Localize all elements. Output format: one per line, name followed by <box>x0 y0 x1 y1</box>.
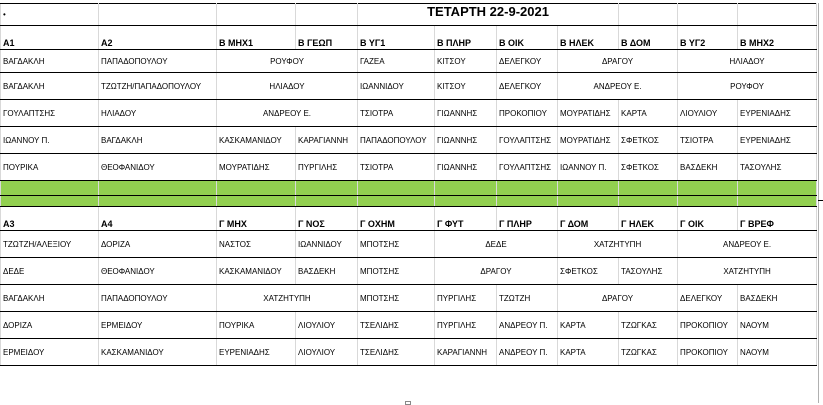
header-cell[interactable]: Β ΗΛΕΚ <box>558 26 619 50</box>
table-cell[interactable]: ΜΠΟΤΣΗΣ <box>358 258 435 285</box>
green-cell[interactable] <box>296 181 358 196</box>
table-cell[interactable]: ΚΙΤΣΟΥ <box>435 73 497 100</box>
table-cell[interactable]: ΒΑΓΔΑΚΛΗ <box>99 127 217 154</box>
table-cell[interactable]: ΙΩΑΝΝΙΔΟΥ <box>296 231 358 258</box>
table-row <box>1 285 817 312</box>
table-row <box>1 312 817 339</box>
header-cell[interactable]: Β ΠΛΗΡ <box>435 26 497 50</box>
header-cell[interactable]: Α3 <box>1 207 99 231</box>
table-cell[interactable]: ΑΝΔΡΕΟΥ Ε. <box>217 100 358 127</box>
green-cell[interactable] <box>358 196 435 207</box>
table-cell[interactable]: ΓΙΩΑΝΝΗΣ <box>435 127 497 154</box>
table-cell[interactable]: ΛΙΟΥΛΙΟΥ <box>296 312 358 339</box>
table-cell[interactable]: ΕΥΡΕΝΙΑΔΗΣ <box>738 100 817 127</box>
table-cell[interactable]: ΔΟΡΙΖΑ <box>1 312 99 339</box>
header-cell[interactable]: Α4 <box>99 207 217 231</box>
table-cell[interactable]: ΓΟΥΛΑΠΤΣΗΣ <box>497 154 558 181</box>
table-cell[interactable]: ΚΑΡΤΑ <box>619 100 678 127</box>
table-cell[interactable]: ΔΕΛΕΓΚΟΥ <box>497 73 558 100</box>
table-cell[interactable]: ΑΝΔΡΕΟΥ Ε. <box>678 231 817 258</box>
header-cell[interactable]: Γ ΟΧΗΜ <box>358 207 435 231</box>
table-cell[interactable]: ΡΟΥΦΟΥ <box>217 50 358 73</box>
green-cell[interactable] <box>738 181 817 196</box>
table-row <box>1 258 817 285</box>
table-cell[interactable]: ΣΦΕΤΚΟΣ <box>619 154 678 181</box>
empty-cell[interactable] <box>217 4 296 26</box>
green-cell[interactable] <box>678 196 738 207</box>
header-cell[interactable]: Γ ΟΙΚ <box>678 207 738 231</box>
green-cell[interactable] <box>435 196 497 207</box>
green-cell[interactable] <box>678 181 738 196</box>
table-cell[interactable]: ΤΑΣΟΥΛΗΣ <box>619 258 678 285</box>
table-cell[interactable]: ΘΕΟΦΑΝΙΔΟΥ <box>99 258 217 285</box>
table-cell[interactable]: ΔΡΑΓΟΥ <box>558 50 678 73</box>
green-cell[interactable] <box>558 196 619 207</box>
table-cell[interactable]: ΡΟΥΦΟΥ <box>678 73 817 100</box>
table-cell[interactable]: ΓΙΩΑΝΝΗΣ <box>435 154 497 181</box>
green-cell[interactable] <box>99 196 217 207</box>
table-cell[interactable]: ΠΡΟΚΟΠΙΟΥ <box>678 312 738 339</box>
header-cell[interactable]: Β ΓΕΩΠ <box>296 26 358 50</box>
table-cell[interactable]: ΠΟΥΡΙΚΑ <box>1 154 99 181</box>
header-cell[interactable]: Β ΥΓ1 <box>358 26 435 50</box>
table-cell[interactable]: ΗΛΙΑΔΟΥ <box>217 73 358 100</box>
table-cell[interactable]: ΒΑΓΔΑΚΛΗ <box>1 285 99 312</box>
green-cell[interactable] <box>99 181 217 196</box>
table-cell[interactable]: ΑΝΔΡΕΟΥ Π. <box>497 312 558 339</box>
header-cell[interactable]: Β ΥΓ2 <box>678 26 738 50</box>
table-cell[interactable]: ΕΡΜΕΙΔΟΥ <box>1 339 99 366</box>
table-cell[interactable]: ΠΥΡΓΙΛΗΣ <box>435 285 497 312</box>
table-cell[interactable]: ΤΣΙΟΤΡΑ <box>358 154 435 181</box>
table-cell[interactable]: ΠΑΠΑΔΟΠΟΥΛΟΥ <box>99 285 217 312</box>
table-cell[interactable]: ΤΖΩΤΖΗ/ΠΑΠΑΔΟΠΟΥΛΟΥ <box>99 73 217 100</box>
table-cell[interactable]: ΝΑΟΥΜ <box>738 339 817 366</box>
table-cell[interactable]: ΧΑΤΖΗΤΥΠΗ <box>558 231 678 258</box>
header-cell[interactable]: Β ΟΙΚ <box>497 26 558 50</box>
table-cell[interactable]: ΛΙΟΥΛΙΟΥ <box>678 100 738 127</box>
table-cell[interactable]: ΚΑΡΑΓΙΑΝΝΗ <box>435 339 497 366</box>
table-cell[interactable]: ΠΥΡΓΙΛΗΣ <box>435 312 497 339</box>
table-cell[interactable]: ΔΕΛΕΓΚΟΥ <box>497 50 558 73</box>
table-cell[interactable]: ΕΥΡΕΝΙΑΔΗΣ <box>217 339 296 366</box>
timetable-sheet <box>0 3 818 366</box>
empty-cell[interactable] <box>619 4 678 26</box>
green-cell[interactable] <box>738 196 817 207</box>
table-cell[interactable]: ΝΑΟΥΜ <box>738 312 817 339</box>
table-cell[interactable]: ΚΑΡΑΓΙΑΝΝΗ <box>296 127 358 154</box>
green-cell[interactable] <box>1 196 99 207</box>
table-row <box>1 73 817 100</box>
table-cell[interactable]: ΓΟΥΛΑΠΤΣΗΣ <box>1 100 99 127</box>
header-cell[interactable]: Γ ΝΟΣ <box>296 207 358 231</box>
table-cell[interactable]: ΧΑΤΖΗΤΥΠΗ <box>678 258 817 285</box>
header-row-bottom <box>1 207 817 231</box>
table-cell[interactable]: ΣΦΕΤΚΟΣ <box>558 258 619 285</box>
header-cell[interactable]: Γ ΔΟΜ <box>558 207 619 231</box>
table-cell[interactable]: ΒΑΣΔΕΚΗ <box>738 285 817 312</box>
header-cell[interactable]: Γ ΗΛΕΚ <box>619 207 678 231</box>
separator-row <box>1 196 817 207</box>
table-cell[interactable]: ΒΑΓΔΑΚΛΗ <box>1 50 99 73</box>
table-cell[interactable]: ΤΖΩΓΚΑΣ <box>619 312 678 339</box>
title-row <box>1 4 817 26</box>
table-cell[interactable]: ΓΙΩΑΝΝΗΣ <box>435 100 497 127</box>
table-cell[interactable]: ΤΖΩΤΖΗ <box>497 285 558 312</box>
table-cell[interactable]: ΠΡΟΚΟΠΙΟΥ <box>678 339 738 366</box>
table-cell[interactable]: ΗΛΙΑΔΟΥ <box>99 100 217 127</box>
table-cell[interactable]: ΠΑΠΑΔΟΠΟΥΛΟΥ <box>358 127 435 154</box>
sheet-title[interactable]: ΤΕΤΑΡΤΗ 22-9-2021 <box>358 4 619 26</box>
green-cell[interactable] <box>558 181 619 196</box>
table-cell[interactable]: ΜΟΥΡΑΤΙΔΗΣ <box>558 127 619 154</box>
table-cell[interactable]: ΕΡΜΕΙΔΟΥ <box>99 312 217 339</box>
table-cell[interactable]: ΚΙΤΣΟΥ <box>435 50 497 73</box>
table-row <box>1 50 817 73</box>
table-cell[interactable]: ΓΟΥΛΑΠΤΣΗΣ <box>497 127 558 154</box>
green-cell[interactable] <box>619 181 678 196</box>
table-cell[interactable]: ΔΕΔΕ <box>1 258 99 285</box>
green-cell[interactable] <box>497 181 558 196</box>
table-cell[interactable]: ΑΝΔΡΕΟΥ Π. <box>497 339 558 366</box>
table-cell[interactable]: ΜΟΥΡΑΤΙΔΗΣ <box>558 100 619 127</box>
header-cell[interactable]: Β ΜΗΧ2 <box>738 26 817 50</box>
table-cell[interactable]: ΔΕΛΕΓΚΟΥ <box>678 285 738 312</box>
table-row <box>1 154 817 181</box>
table-cell[interactable]: ΝΑΣΤΟΣ <box>217 231 296 258</box>
table-cell[interactable]: ΗΛΙΑΔΟΥ <box>678 50 817 73</box>
header-row-top <box>1 26 817 50</box>
header-cell[interactable]: Γ ΒΡΕΦ <box>738 207 817 231</box>
table-cell[interactable]: ΜΟΥΡΑΤΙΔΗΣ <box>217 154 296 181</box>
table-cell[interactable]: ΣΦΕΤΚΟΣ <box>619 127 678 154</box>
table-cell[interactable]: ΛΙΟΥΛΙΟΥ <box>296 339 358 366</box>
table-cell[interactable]: ΔΟΡΙΖΑ <box>99 231 217 258</box>
green-cell[interactable] <box>1 181 99 196</box>
table-cell[interactable]: ΔΕΔΕ <box>435 231 558 258</box>
table-cell[interactable]: ΑΝΔΡΕΟΥ Ε. <box>558 73 678 100</box>
table-cell[interactable]: ΚΑΡΤΑ <box>558 312 619 339</box>
table-cell[interactable]: ΓΑΖΕΑ <box>358 50 435 73</box>
green-cell[interactable] <box>358 181 435 196</box>
header-cell[interactable]: Β ΜΗΧ1 <box>217 26 296 50</box>
table-cell[interactable]: ΤΖΩΤΖΗ/ΑΛΕΞΙΟΥ <box>1 231 99 258</box>
table-cell[interactable]: ΤΖΩΓΚΑΣ <box>619 339 678 366</box>
empty-cell[interactable] <box>99 4 217 26</box>
table-cell[interactable]: ΒΑΣΔΕΚΗ <box>678 154 738 181</box>
green-cell[interactable] <box>435 181 497 196</box>
table-cell[interactable]: ΒΑΓΔΑΚΛΗ <box>1 73 99 100</box>
green-cell[interactable] <box>217 196 296 207</box>
table-cell[interactable]: ΒΑΣΔΕΚΗ <box>296 258 358 285</box>
header-cell[interactable]: Γ ΠΛΗΡ <box>497 207 558 231</box>
table-cell[interactable]: ΙΩΑΝΝΙΔΟΥ <box>358 73 435 100</box>
table-cell[interactable]: ΠΡΟΚΟΠΙΟΥ <box>497 100 558 127</box>
table-cell[interactable]: ΚΑΣΚΑΜΑΝΙΔΟΥ <box>99 339 217 366</box>
table-row <box>1 100 817 127</box>
table-cell[interactable]: ΜΠΟΤΣΗΣ <box>358 285 435 312</box>
green-cell[interactable] <box>217 181 296 196</box>
schedule-table <box>0 3 817 366</box>
header-cell[interactable]: Γ ΜΗΧ <box>217 207 296 231</box>
table-cell[interactable]: ΠΟΥΡΙΚΑ <box>217 312 296 339</box>
table-cell[interactable]: ΚΑΣΚΑΜΑΝΙΔΟΥ <box>217 258 296 285</box>
table-cell[interactable]: ΧΑΤΖΗΤΥΠΗ <box>217 285 358 312</box>
green-cell[interactable] <box>619 196 678 207</box>
separator-row <box>1 181 817 196</box>
table-cell[interactable]: ΔΡΑΓΟΥ <box>558 285 678 312</box>
table-cell[interactable]: ΠΥΡΓΙΛΗΣ <box>296 154 358 181</box>
page-break-line <box>818 3 819 403</box>
green-cell[interactable] <box>497 196 558 207</box>
table-cell[interactable]: ΔΡΑΓΟΥ <box>435 258 558 285</box>
table-cell[interactable]: ΤΑΣΟΥΛΗΣ <box>738 154 817 181</box>
table-cell[interactable]: ΜΠΟΤΣΗΣ <box>358 231 435 258</box>
table-cell[interactable]: ΚΑΡΤΑ <box>558 339 619 366</box>
table-cell[interactable]: ΠΑΠΑΔΟΠΟΥΛΟΥ <box>99 50 217 73</box>
resize-handle[interactable] <box>405 401 411 405</box>
header-cell[interactable]: Α1 <box>1 26 99 50</box>
table-row <box>1 231 817 258</box>
table-row <box>1 339 817 366</box>
table-row <box>1 127 817 154</box>
table-cell[interactable]: ΘΕΟΦΑΝΙΔΟΥ <box>99 154 217 181</box>
table-cell[interactable]: ΤΣΙΟΤΡΑ <box>358 100 435 127</box>
page-break-marker <box>818 200 823 201</box>
empty-cell[interactable] <box>678 4 738 26</box>
table-cell[interactable]: ΚΑΣΚΑΜΑΝΙΔΟΥ <box>217 127 296 154</box>
table-cell[interactable]: ΙΩΑΝΝΟΥ Π. <box>1 127 99 154</box>
empty-cell[interactable] <box>738 4 817 26</box>
table-cell[interactable]: ΕΥΡΕΝΙΑΔΗΣ <box>738 127 817 154</box>
green-cell[interactable] <box>296 196 358 207</box>
table-cell[interactable]: ΤΣΕΛΙΔΗΣ <box>358 312 435 339</box>
bullet-cell[interactable]: • <box>1 4 99 26</box>
table-cell[interactable]: ΙΩΑΝΝΟΥ Π. <box>558 154 619 181</box>
header-cell[interactable]: Γ ΦΥΤ <box>435 207 497 231</box>
header-cell[interactable]: Α2 <box>99 26 217 50</box>
empty-cell[interactable] <box>296 4 358 26</box>
table-cell[interactable]: ΤΣΕΛΙΔΗΣ <box>358 339 435 366</box>
header-cell[interactable]: Β ΔΟΜ <box>619 26 678 50</box>
table-cell[interactable]: ΤΣΙΟΤΡΑ <box>678 127 738 154</box>
